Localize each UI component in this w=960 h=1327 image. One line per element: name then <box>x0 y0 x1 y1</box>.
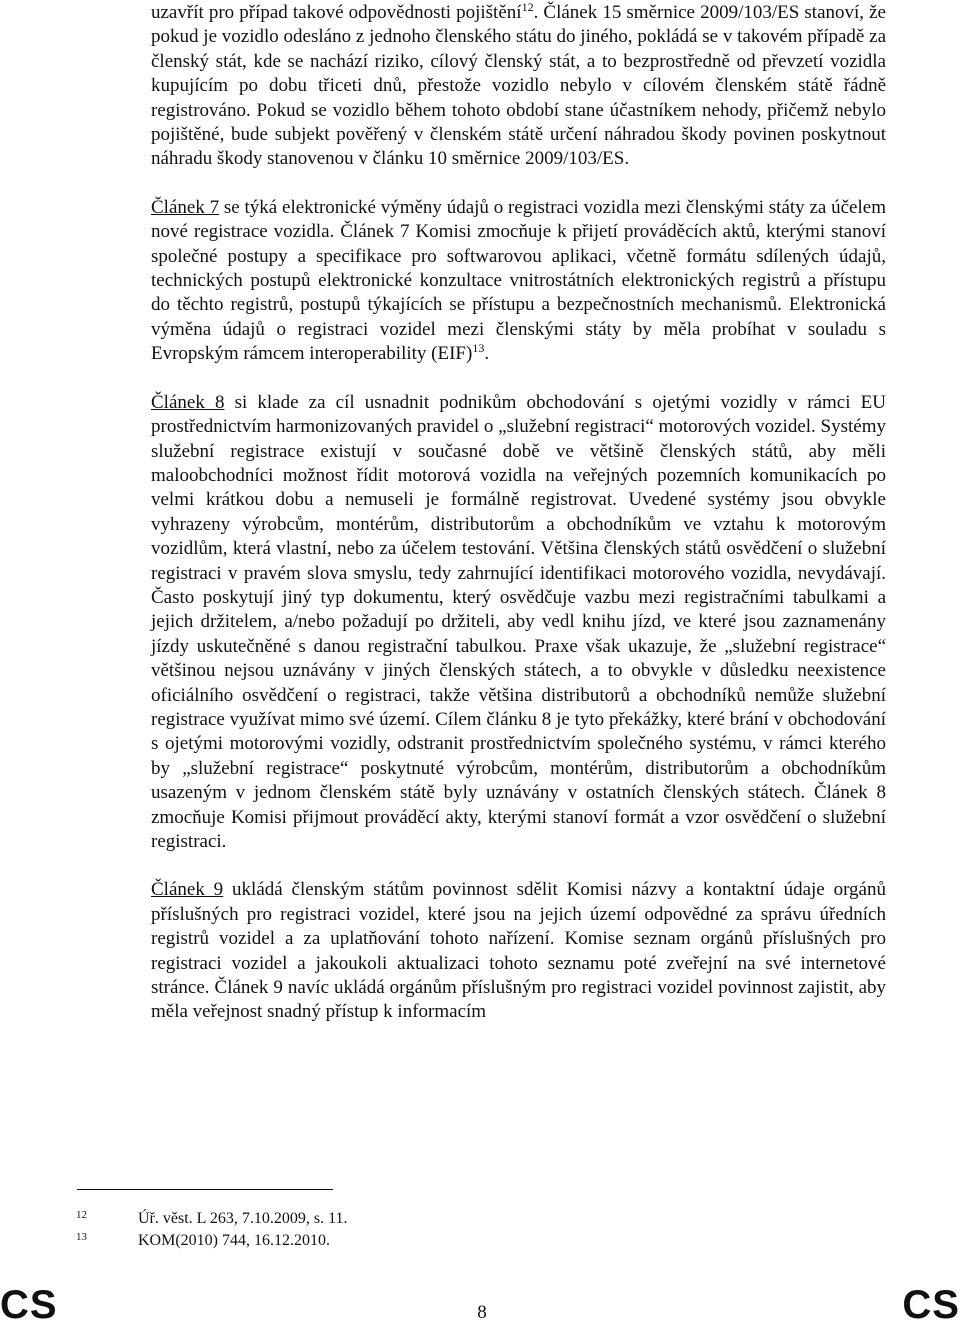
article-heading: Článek 8 <box>151 391 225 413</box>
page-number: 8 <box>477 1302 487 1323</box>
footnote-reference[interactable]: 13 <box>472 341 485 356</box>
document-body <box>151 0 886 1049</box>
paragraph-text: si klade za cíl usnadnit podnikům obchodování s ojetými vozidly v rámci EU prostřednictvím harmonizovaných pravidel o „služební registraci“ motorových vozidel. Systémy služební registrace existují v současné době ve většině členských států, aby měli maloobchodníci možnost řídit motorová vozidla na veřejných pozemních komunikacích po velmi krátkou dobu a nemuseli je formálně registrovat. Uvedené systémy jsou obvykle vyhrazeny výrobcům, montérům, distributorům a obchodníkům ve vztahu k motorovým vozidlům, která vlastní, nebo za účelem testování. Většina členských států osvědčení o služební registraci v pravém slova smyslu, tedy zahrnující identifikaci motorového vozidla, nevydávají. Často poskytují jiný typ dokumentu, který osvědčuje vazbu mezi registračními tabulkami a jejich držitelem, a/nebo požadují po držiteli, aby vedl knihu jízd, ve které jsou zaznamenány jízdy uskutečněné s danou registrační tabulkou. Praxe však ukazuje, že „služební registrace“ většinou nejsou uznávány v jiných členských státech, a to obvykle v důsledku neexistence oficiálního osvědčení o registraci, takže většina distributorů a obchodníků nemůže služební registrace využívat mimo své území. Cílem článku 8 je tyto překážky, které brání v obchodování s ojetými motorovými vozidly, odstranit prostřednictvím společného systému, v rámci kterého by „služební registrace“ poskytnuté výrobcům, montérům, distributorům a obchodníkům usazeným v jednom členském státě byly uznávány v ostatních členských státech. Článek 8 zmocňuje Komisi přijmout prováděcí akty, kterými stanoví formát a vzor osvědčení o služební registraci. <box>151 391 886 852</box>
paragraph-text: . <box>484 343 490 365</box>
footnote-reference[interactable]: 12 <box>521 0 534 14</box>
footnote-number: 13 <box>76 1231 87 1243</box>
paragraph-text: uzavřít pro případ takové odpovědnosti pojištění <box>151 2 522 23</box>
paragraph-text: . Článek 15 směrnice 2009/103/ES stanoví, že pokud je vozidlo odesláno z jednoho členského státu do jiného, pokládá se v takovém případě za členský stát, kde se nachází riziko, cílový členský stát, a to bezprostředně od převzetí vozidla kupujícím po dobu třiceti dnů, přestože vozidlo nebylo v cílovém členském státě řádně registrováno. Pokud se vozidlo během tohoto období stane účastníkem nehody, přičemž nebylo pojištěné, bude subjekt pověřený v členském státě určení náhradou škody povinen poskytnout náhradu škody stanovenou v článku 10 směrnice 2009/103/ES. <box>151 2 886 170</box>
paragraph-text: se týká elektronické výměny údajů o registraci vozidla mezi členskými státy za účelem nové registrace vozidla. Článek 7 Komisi zmocňuje k přijetí prováděcích aktů, kterými stanoví společné postupy a specifikace pro softwarovou aplikaci, včetně formátu sdílených údajů, technických postupů elektronické konzultace vnitrostátních elektronických registrů a přístupu do těchto registrů, postupů týkajících se přístupu a bezpečnostních mechanismů. Elektronická výměna údajů o registraci vozidel mezi členskými státy by měla probíhat v souladu s Evropským rámcem interoperability (EIF) <box>151 196 886 365</box>
paragraph-article-7 <box>151 196 886 367</box>
article-heading: Článek 9 <box>151 879 224 901</box>
footnote-text: Úř. věst. L 263, 7.10.2009, s. 11. <box>138 1210 348 1227</box>
paragraph-article-8 <box>151 391 886 855</box>
article-heading: Článek 7 <box>151 196 220 218</box>
paragraph-liability <box>151 1 886 172</box>
footnote-number: 12 <box>76 1209 87 1221</box>
footnote-separator <box>77 1189 333 1190</box>
footnote-text: KOM(2010) 744, 16.12.2010. <box>138 1232 330 1249</box>
language-code-left: CS <box>0 1283 58 1327</box>
paragraph-text: ukládá členským státům povinnost sdělit Komisi názvy a kontaktní údaje orgánů příslušných pro registraci vozidel, které jsou na jejich území odpovědné za správu úředních registrů vozidel a za uplatňování tohoto nařízení. Komise seznam orgánů příslušných pro registraci vozidel a jakoukoli aktualizaci tohoto seznamu poté zveřejní na své internetové stránce. Článek 9 navíc ukládá orgánům příslušným pro registraci vozidel povinnost zajistit, aby měla veřejnost snadný přístup k informacím <box>151 879 886 1023</box>
language-code-right: CS <box>902 1283 960 1327</box>
paragraph-article-9 <box>151 878 886 1024</box>
